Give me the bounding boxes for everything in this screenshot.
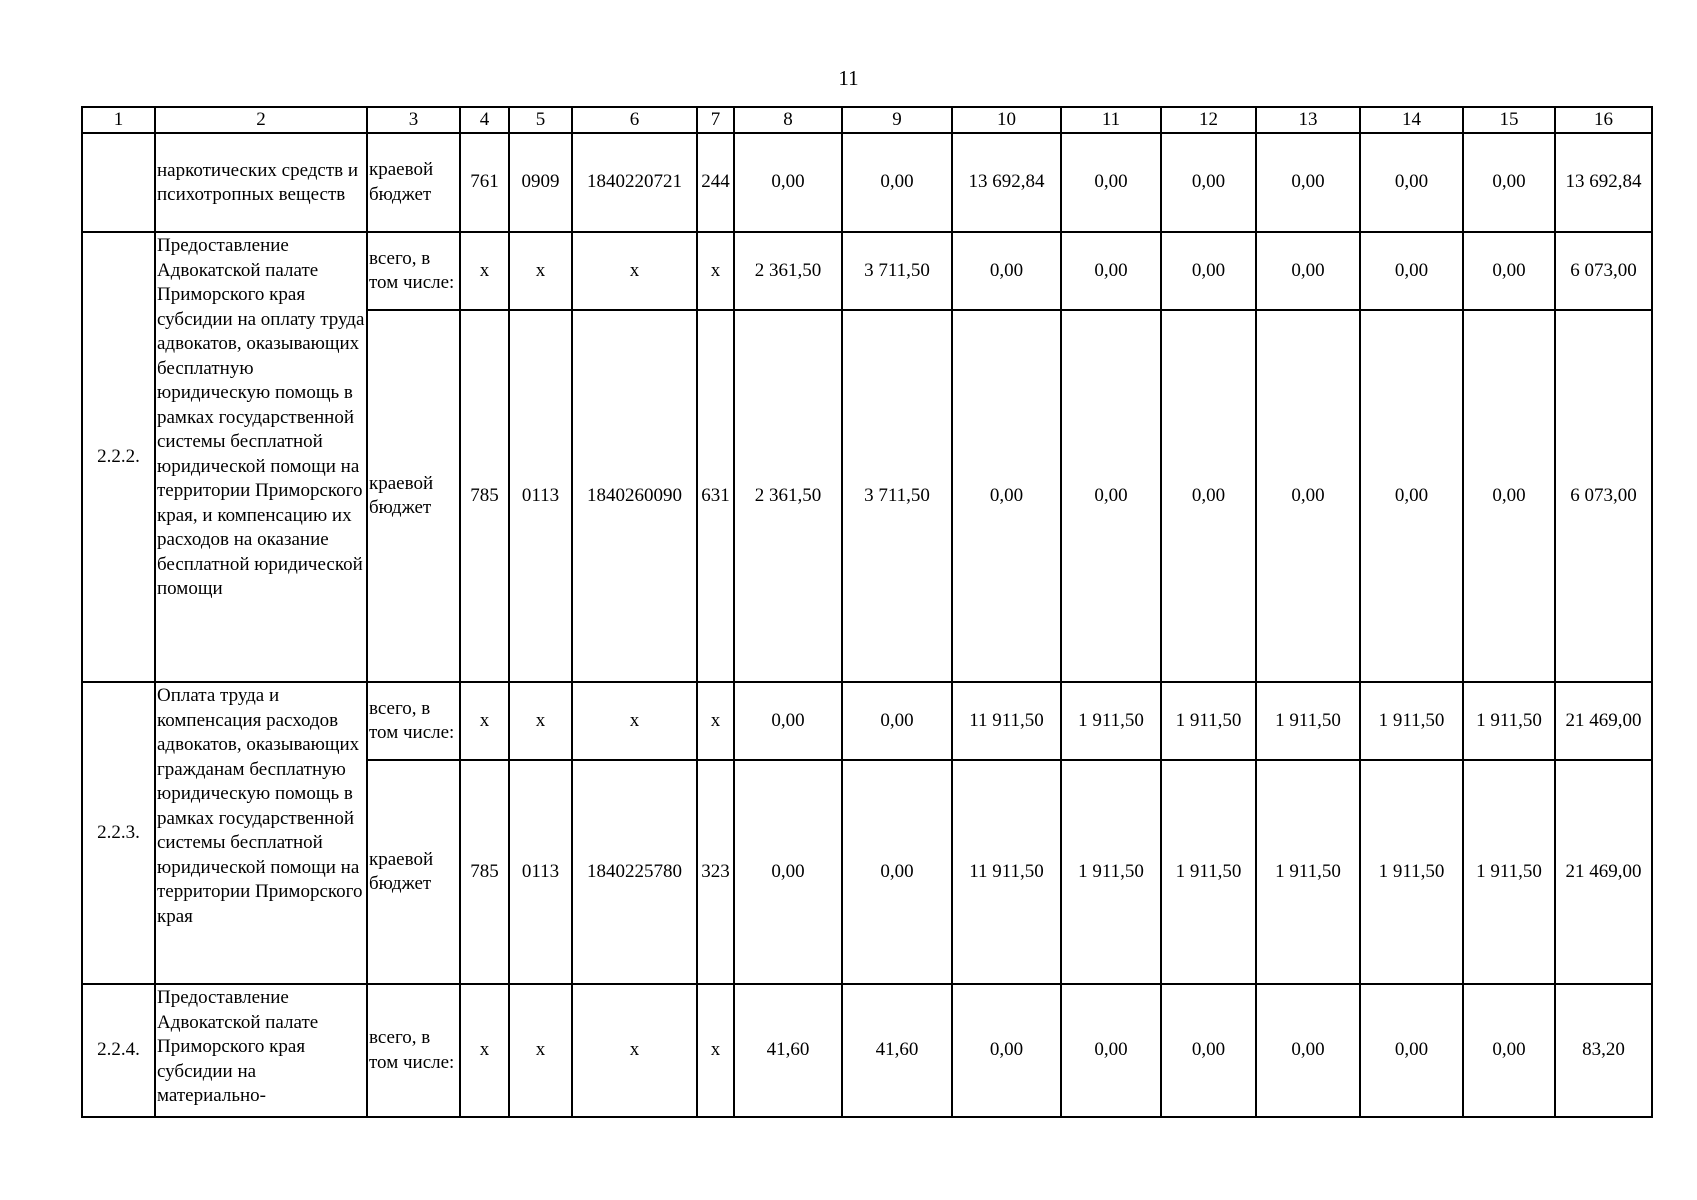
section-code: 0113	[509, 760, 572, 984]
table-row	[82, 984, 1652, 1117]
amount-cell: 13 692,84	[952, 133, 1061, 232]
column-number: 1	[82, 107, 155, 133]
section-code: x	[509, 232, 572, 310]
amount-cell: 0,00	[1061, 133, 1161, 232]
amount-cell: 0,00	[734, 133, 842, 232]
expense-type-code: x	[697, 232, 734, 310]
ministry-code: 785	[460, 760, 509, 984]
amount-cell: 0,00	[1256, 310, 1360, 682]
ministry-code: x	[460, 682, 509, 760]
amount-cell: 0,00	[1463, 984, 1555, 1117]
column-number: 9	[842, 107, 952, 133]
amount-cell: 0,00	[1061, 310, 1161, 682]
row-number: 2.2.4.	[82, 984, 155, 1117]
column-number: 5	[509, 107, 572, 133]
amount-cell: 0,00	[842, 682, 952, 760]
expense-type-code: x	[697, 682, 734, 760]
amount-cell: 1 911,50	[1061, 682, 1161, 760]
expense-type-code: 244	[697, 133, 734, 232]
section-code: 0909	[509, 133, 572, 232]
amount-cell: 0,00	[1463, 232, 1555, 310]
amount-cell: 0,00	[1256, 232, 1360, 310]
amount-cell: 1 911,50	[1256, 760, 1360, 984]
amount-cell: 0,00	[1161, 310, 1256, 682]
amount-cell: 0,00	[1061, 984, 1161, 1117]
column-number: 16	[1555, 107, 1652, 133]
column-number: 8	[734, 107, 842, 133]
amount-cell: 1 911,50	[1360, 682, 1463, 760]
ministry-code: 785	[460, 310, 509, 682]
measure-name: Предоставление Адвокатской палате Приморского края субсидии на материально-	[155, 984, 367, 1117]
amount-cell: 0,00	[1360, 133, 1463, 232]
column-number: 6	[572, 107, 697, 133]
section-code: x	[509, 984, 572, 1117]
amount-cell: 1 911,50	[1463, 760, 1555, 984]
amount-cell: 0,00	[1463, 133, 1555, 232]
target-article-code: 1840260090	[572, 310, 697, 682]
expense-type-code: 323	[697, 760, 734, 984]
amount-cell: 3 711,50	[842, 232, 952, 310]
measure-name: Предоставление Адвокатской палате Приморского края субсидии на оплату труда адвокатов, оказывающих бесплатную юридическую помощь в рамках государственной системы бесплатной юридической помощи на территории Приморского края, и компенсацию их расходов на оказание бесплатной юридической помощи	[155, 232, 367, 682]
amount-cell: 0,00	[952, 232, 1061, 310]
budget-table	[81, 106, 1653, 1118]
funding-source: краевой бюджет	[367, 760, 460, 984]
amount-cell: 11 911,50	[952, 682, 1061, 760]
amount-cell: 1 911,50	[1061, 760, 1161, 984]
row-number: 2.2.3.	[82, 682, 155, 984]
amount-cell: 41,60	[734, 984, 842, 1117]
column-number: 2	[155, 107, 367, 133]
column-number: 3	[367, 107, 460, 133]
amount-cell: 1 911,50	[1161, 682, 1256, 760]
amount-cell: 1 911,50	[1161, 760, 1256, 984]
amount-cell: 0,00	[1256, 984, 1360, 1117]
row-number: 2.2.2.	[82, 232, 155, 682]
amount-total-cell: 13 692,84	[1555, 133, 1652, 232]
amount-cell: 1 911,50	[1256, 682, 1360, 760]
target-article-code: x	[572, 682, 697, 760]
column-number: 14	[1360, 107, 1463, 133]
target-article-code: x	[572, 984, 697, 1117]
amount-total-cell: 83,20	[1555, 984, 1652, 1117]
row-number	[82, 133, 155, 232]
table-row	[82, 232, 1652, 310]
column-number: 10	[952, 107, 1061, 133]
amount-cell: 0,00	[1360, 232, 1463, 310]
column-number: 12	[1161, 107, 1256, 133]
amount-cell: 0,00	[1061, 232, 1161, 310]
amount-cell: 0,00	[1256, 133, 1360, 232]
amount-cell: 2 361,50	[734, 310, 842, 682]
amount-cell: 0,00	[1360, 984, 1463, 1117]
amount-cell: 41,60	[842, 984, 952, 1117]
target-article-code: x	[572, 232, 697, 310]
funding-source: всего, в том числе:	[367, 984, 460, 1117]
amount-cell: 0,00	[842, 133, 952, 232]
amount-cell: 1 911,50	[1463, 682, 1555, 760]
funding-source: краевой бюджет	[367, 133, 460, 232]
amount-cell: 0,00	[842, 760, 952, 984]
ministry-code: 761	[460, 133, 509, 232]
column-number: 7	[697, 107, 734, 133]
amount-cell: 0,00	[1161, 232, 1256, 310]
target-article-code: 1840225780	[572, 760, 697, 984]
amount-total-cell: 6 073,00	[1555, 310, 1652, 682]
amount-total-cell: 21 469,00	[1555, 760, 1652, 984]
target-article-code: 1840220721	[572, 133, 697, 232]
table-row	[82, 682, 1652, 760]
amount-total-cell: 6 073,00	[1555, 232, 1652, 310]
ministry-code: x	[460, 232, 509, 310]
amount-cell: 0,00	[952, 310, 1061, 682]
table-row	[82, 133, 1652, 232]
column-number: 4	[460, 107, 509, 133]
amount-cell: 0,00	[734, 682, 842, 760]
amount-cell: 3 711,50	[842, 310, 952, 682]
expense-type-code: 631	[697, 310, 734, 682]
page-number: 11	[838, 66, 859, 90]
amount-cell: 0,00	[1161, 984, 1256, 1117]
measure-name: Оплата труда и компенсация расходов адвокатов, оказывающих гражданам бесплатную юридическую помощь в рамках государственной системы бесплатной юридической помощи на территории Приморского края	[155, 682, 367, 984]
section-code: x	[509, 682, 572, 760]
column-number: 13	[1256, 107, 1360, 133]
amount-cell: 0,00	[1360, 310, 1463, 682]
column-number: 15	[1463, 107, 1555, 133]
funding-source: всего, в том числе:	[367, 682, 460, 760]
ministry-code: x	[460, 984, 509, 1117]
section-code: 0113	[509, 310, 572, 682]
amount-cell: 0,00	[952, 984, 1061, 1117]
column-number: 11	[1061, 107, 1161, 133]
amount-cell: 0,00	[734, 760, 842, 984]
expense-type-code: x	[697, 984, 734, 1117]
amount-total-cell: 21 469,00	[1555, 682, 1652, 760]
amount-cell: 2 361,50	[734, 232, 842, 310]
measure-name: наркотических средств и психотропных веществ	[155, 133, 367, 232]
amount-cell: 11 911,50	[952, 760, 1061, 984]
amount-cell: 1 911,50	[1360, 760, 1463, 984]
amount-cell: 0,00	[1463, 310, 1555, 682]
funding-source: краевой бюджет	[367, 310, 460, 682]
column-number-row	[82, 107, 1652, 133]
amount-cell: 0,00	[1161, 133, 1256, 232]
funding-source: всего, в том числе:	[367, 232, 460, 310]
